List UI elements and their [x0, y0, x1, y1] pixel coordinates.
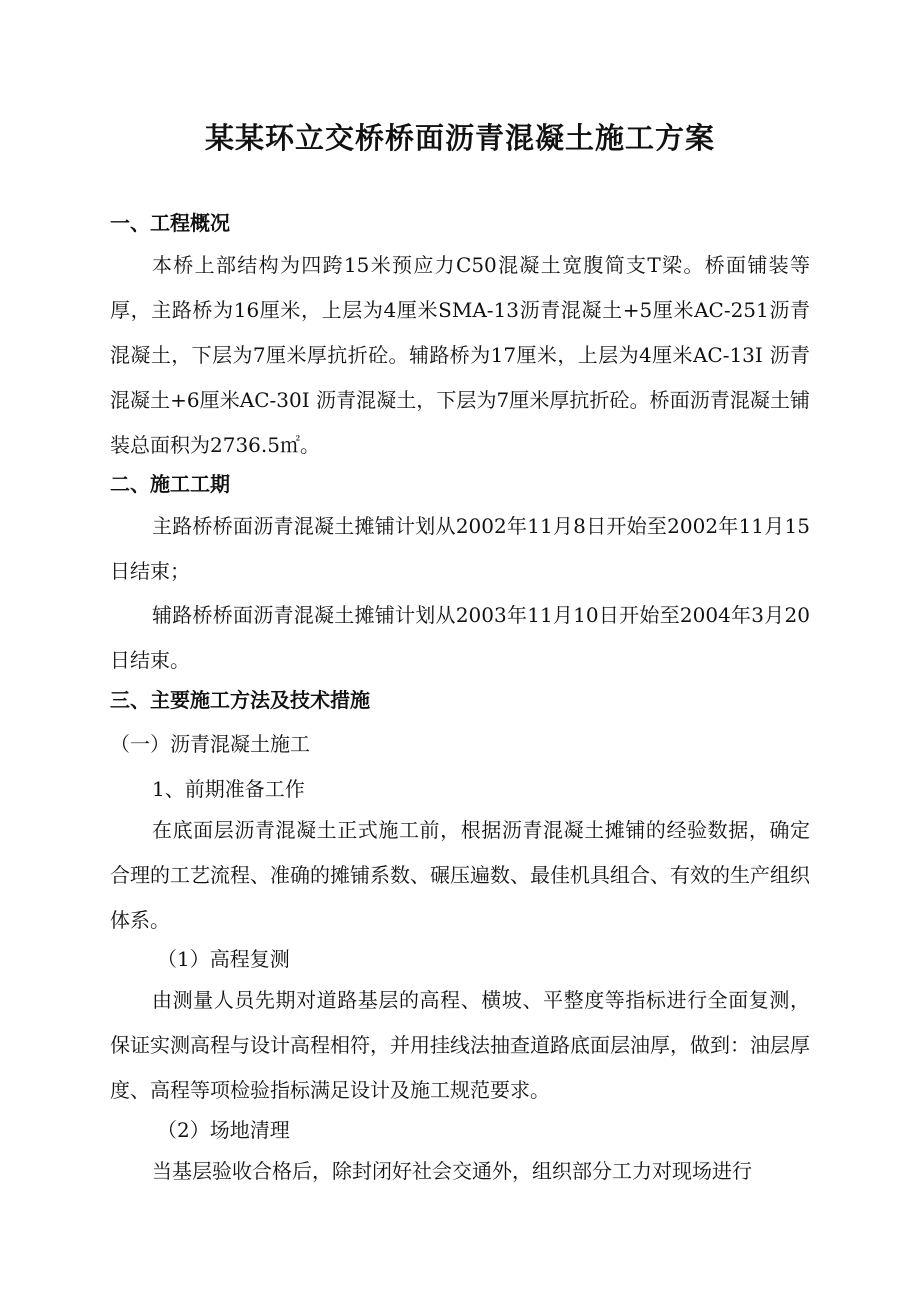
section-heading-methods: 三、主要施工方法及技术措施: [110, 688, 370, 712]
item-site-cleanup: （2）场地清理: [157, 1118, 290, 1142]
preparation-paragraph: 在底面层沥青混凝土正式施工前，根据沥青混凝土摊铺的经验数据，确定合理的工艺流程、准确的摊铺系数、碾压遍数、最佳机具组合、有效的生产组织体系。: [110, 818, 810, 932]
schedule-paragraph-auxiliary-road: 辅路桥桥面沥青混凝土摊铺计划从2003年11月10日开始至2004年3月20日结束。: [110, 603, 810, 672]
subsection-asphalt-construction: （一）沥青混凝土施工: [110, 732, 310, 756]
overview-paragraph: 本桥上部结构为四跨15米预应力C50混凝土宽腹简支T梁。桥面铺装等厚，主路桥为16厘米，上层为4厘米SMA-13沥青混凝土+5厘米AC-251沥青混凝土，下层为7厘米厚抗折砼。辅路桥为17厘米，上层为4厘米AC-13I 沥青混凝土+6厘米AC-30I 沥青混凝土，下层为7厘米厚抗折砼。桥面沥青混凝土铺装总面积为2736.5㎡。: [110, 253, 810, 457]
section-heading-overview: 一、工程概况: [110, 211, 230, 235]
item-preparation: 1、前期准备工作: [152, 777, 305, 801]
item-elevation-survey: （1）高程复测: [157, 947, 290, 971]
document-title: 某某环立交桥桥面沥青混凝土施工方案: [204, 121, 715, 155]
schedule-paragraph-main-road: 主路桥桥面沥青混凝土摊铺计划从2002年11月8日开始至2002年11月15日结束；: [110, 514, 810, 583]
elevation-survey-paragraph: 由测量人员先期对道路基层的高程、横坡、平整度等指标进行全面复测，保证实测高程与设计高程相符，并用挂线法抽查道路底面层油厚，做到：油层厚度、高程等项检验指标满足设计及施工规范要求。: [110, 988, 810, 1102]
section-heading-schedule: 二、施工工期: [110, 472, 230, 496]
site-cleanup-paragraph: 当基层验收合格后，除封闭好社会交通外，组织部分工力对现场进行: [152, 1159, 752, 1183]
